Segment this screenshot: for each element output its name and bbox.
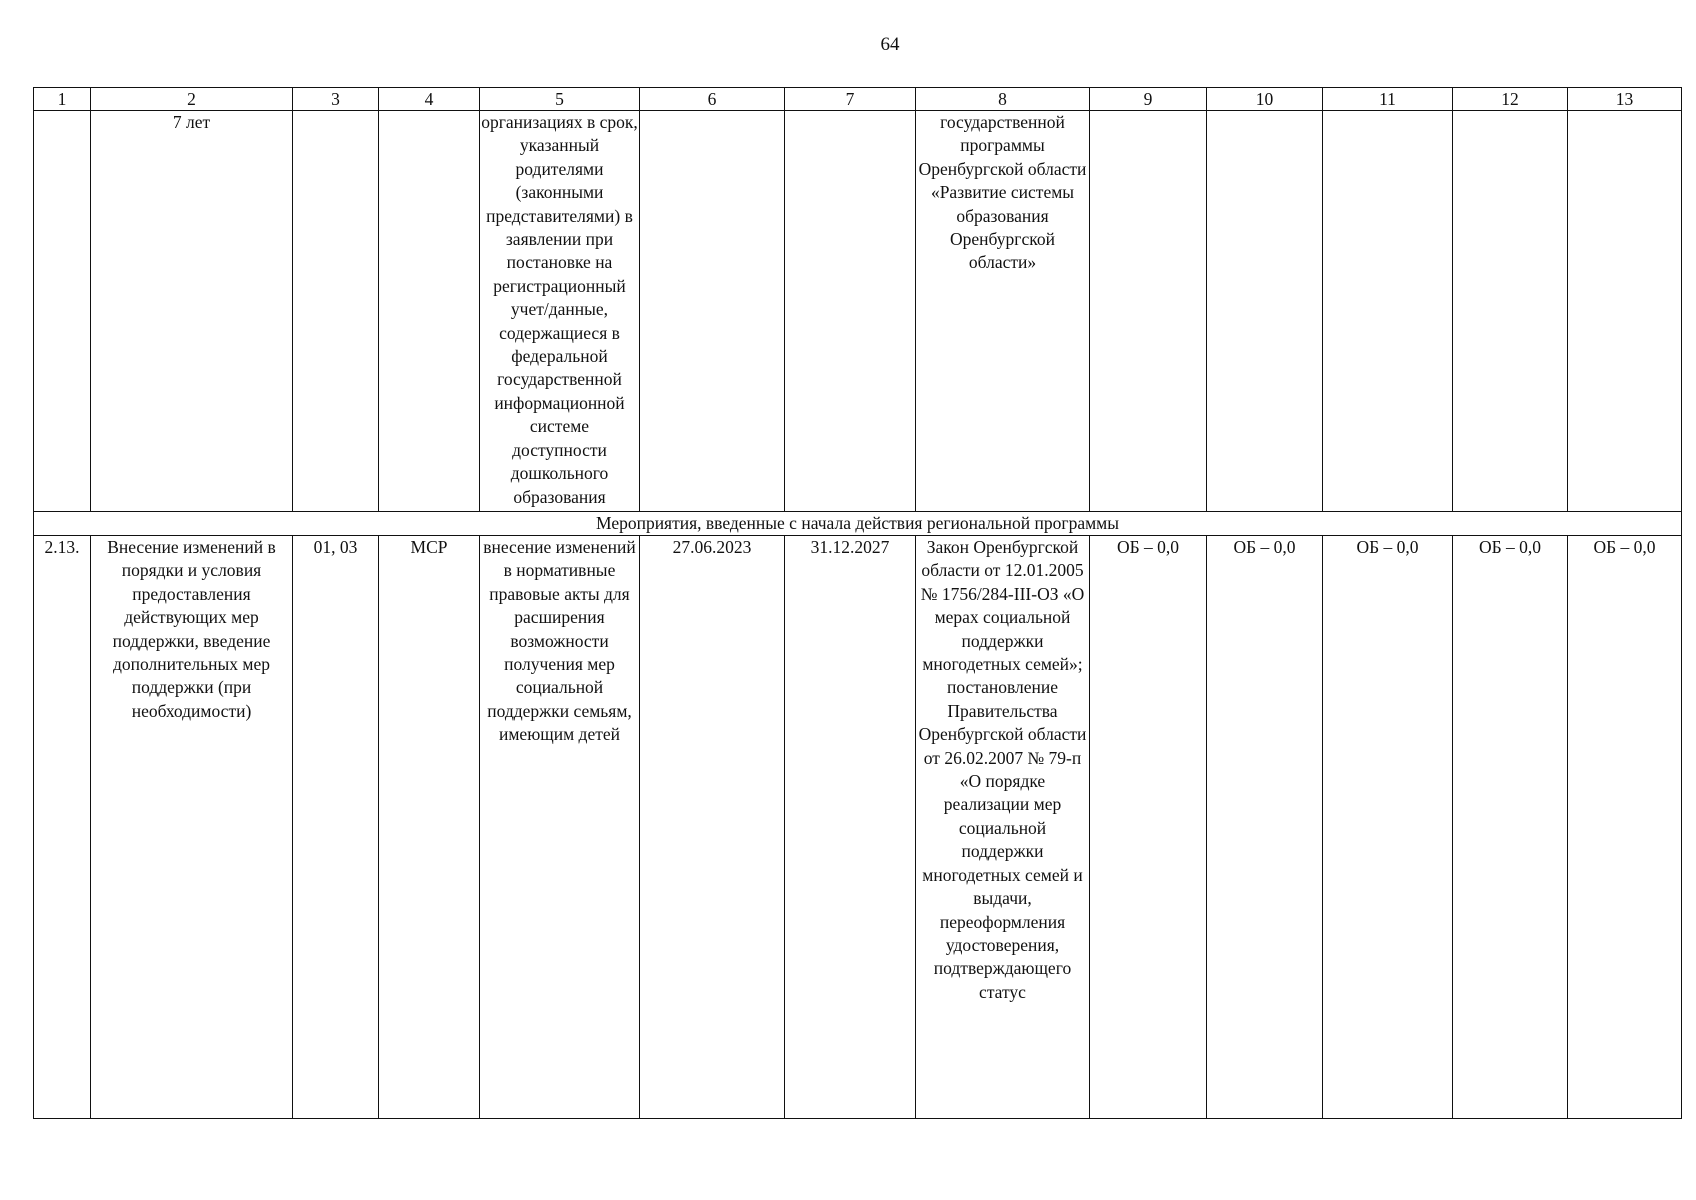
- cell-empty: [1090, 111, 1207, 512]
- measure-funding-col9: ОБ – 0,0: [1090, 536, 1207, 1119]
- cell-empty: [785, 111, 916, 512]
- cell-empty: [1453, 111, 1568, 512]
- cell-empty: [640, 111, 785, 512]
- cell-basis-continued: государственной программы Оренбургской области «Развитие системы образования Оренбургской области»: [916, 111, 1090, 512]
- page-number: 64: [880, 34, 900, 55]
- column-number: 6: [640, 88, 785, 111]
- cell-empty: [1568, 111, 1682, 512]
- measure-executor: МСР: [379, 536, 480, 1119]
- measure-basis: Закон Оренбургской области от 12.01.2005 № 1756/284-III-ОЗ «О мерах социальной поддержки многодетных семей»; постановление Правительства Оренбургской области от 26.02.2007 № 79-п «О порядке реализации мер социальной поддержки многодетных семей и выдачи, переоформления удостоверения, подтверждающего статус: [916, 536, 1090, 1119]
- column-number: 7: [785, 88, 916, 111]
- column-number: 2: [91, 88, 293, 111]
- column-number: 10: [1207, 88, 1323, 111]
- cell-empty: [1323, 111, 1453, 512]
- measure-row: [34, 536, 1682, 1119]
- measure-col3: 01, 03: [293, 536, 379, 1119]
- continued-row: [34, 111, 1682, 512]
- section-title: Мероприятия, введенные с начала действия региональной программы: [34, 512, 1682, 536]
- column-number: 1: [34, 88, 91, 111]
- measure-name: Внесение изменений в порядки и условия предоставления действующих мер поддержки, введение дополнительных мер поддержки (при необходимости): [91, 536, 293, 1119]
- measures-table: [33, 87, 1682, 1119]
- column-number: 12: [1453, 88, 1568, 111]
- column-number: 8: [916, 88, 1090, 111]
- measure-funding-col11: ОБ – 0,0: [1323, 536, 1453, 1119]
- column-number: 4: [379, 88, 480, 111]
- cell-empty: [293, 111, 379, 512]
- measure-funding-col12: ОБ – 0,0: [1453, 536, 1568, 1119]
- measure-start-date: 27.06.2023: [640, 536, 785, 1119]
- column-number: 3: [293, 88, 379, 111]
- column-number: 13: [1568, 88, 1682, 111]
- measure-result: внесение изменений в нормативные правовые акты для расширения возможности получения мер социальной поддержки семьям, имеющим детей: [480, 536, 640, 1119]
- measure-number: 2.13.: [34, 536, 91, 1119]
- cell-name-continued: 7 лет: [91, 111, 293, 512]
- cell-empty: [34, 111, 91, 512]
- column-number: 5: [480, 88, 640, 111]
- cell-empty: [1207, 111, 1323, 512]
- column-number: 11: [1323, 88, 1453, 111]
- measure-funding-col13: ОБ – 0,0: [1568, 536, 1682, 1119]
- measure-funding-col10: ОБ – 0,0: [1207, 536, 1323, 1119]
- column-number: 9: [1090, 88, 1207, 111]
- measure-end-date: 31.12.2027: [785, 536, 916, 1119]
- column-number-row: [34, 88, 1682, 111]
- section-row: [34, 512, 1682, 536]
- cell-empty: [379, 111, 480, 512]
- cell-result-continued: организациях в срок, указанный родителями (законными представителями) в заявлении при постановке на регистрационный учет/данные, содержащиеся в федеральной государственной информационной системе доступности дошкольного образования: [480, 111, 640, 512]
